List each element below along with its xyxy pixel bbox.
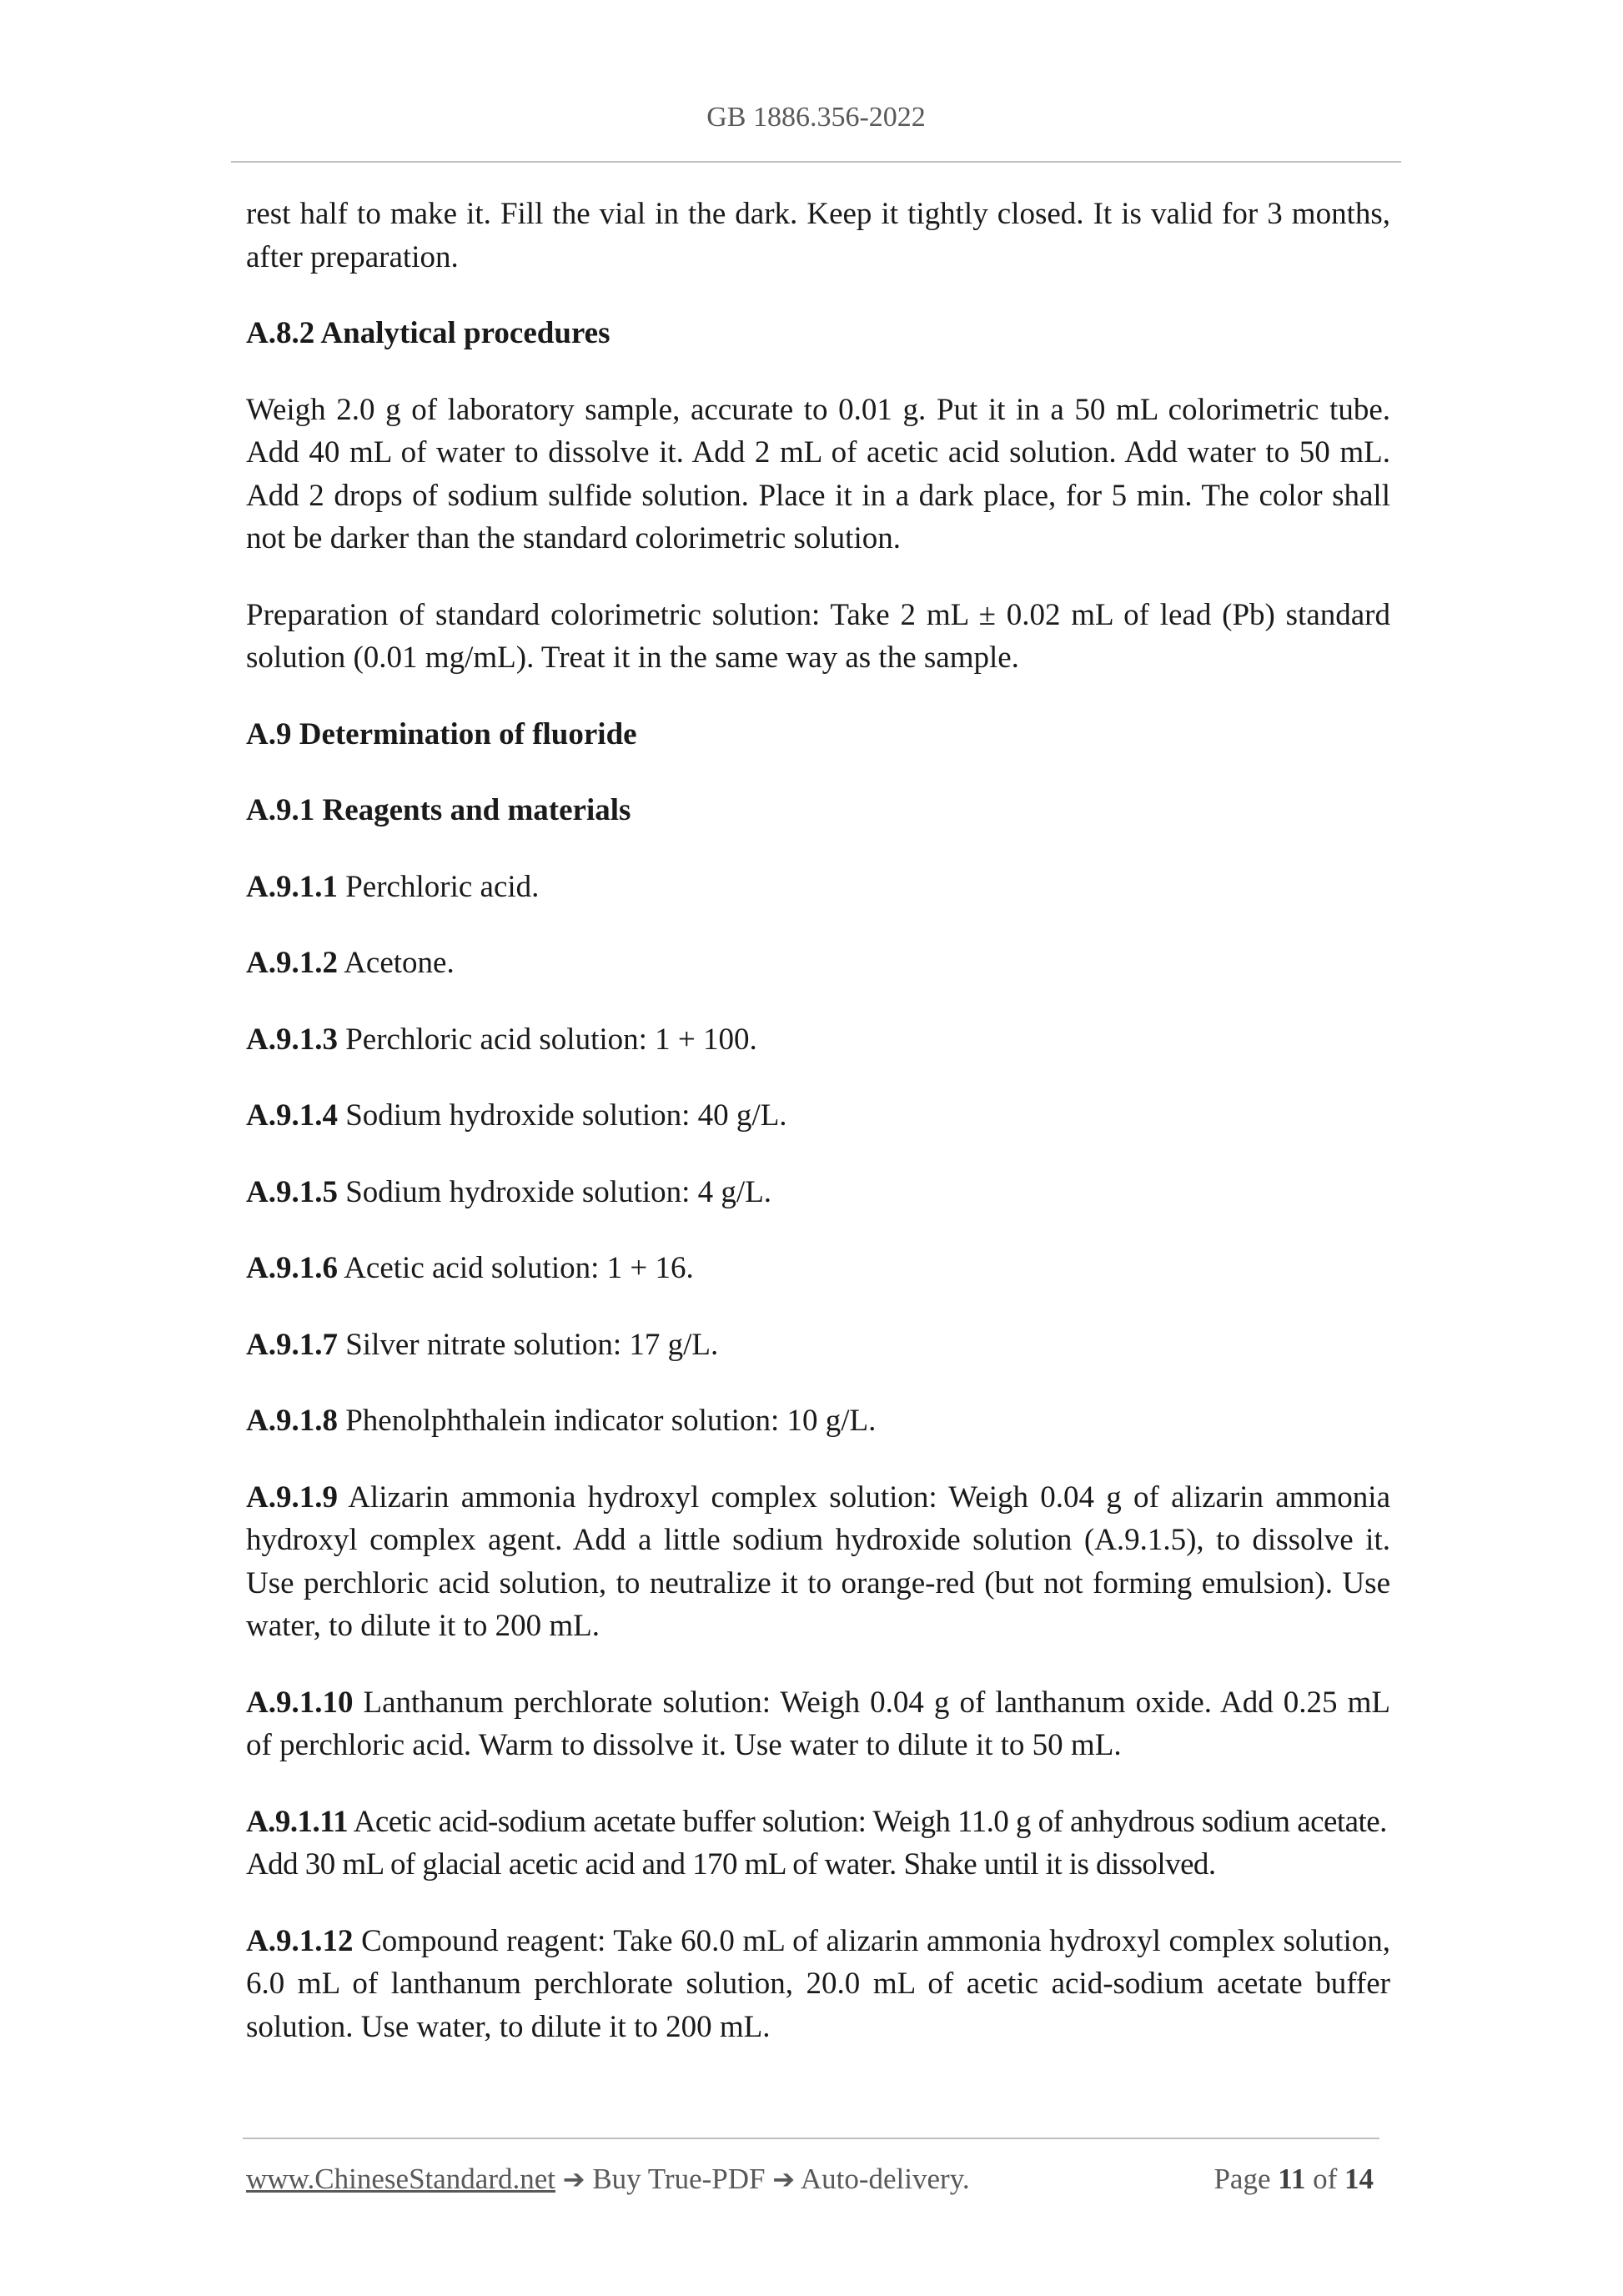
reagent-text: Silver nitrate solution: 17 g/L. — [337, 1327, 719, 1362]
reagent-text: Alizarin ammonia hydroxyl complex solution: Weigh 0.04 g of alizarin ammonia hydroxyl complex agent. Add a little sodium hydroxide solution (A.9.1.5), to dissolve it. Use perchloric acid solution, to neutralize it to orange-red (but not forming emulsion). Use water, to dilute it to 200 mL. — [246, 1480, 1390, 1643]
footer-links — [246, 2163, 970, 2196]
of-label: of — [1305, 2163, 1344, 2195]
paragraph-continuation: rest half to make it. Fill the vial in the dark. Keep it tightly closed. It is valid for 3 months, after preparation. — [246, 197, 1390, 274]
reagent-number: A.9.1.7 — [246, 1327, 338, 1362]
reagent-number: A.9.1.5 — [246, 1174, 338, 1209]
reagent-item — [246, 1324, 1390, 1367]
reagent-text: Sodium hydroxide solution: 4 g/L. — [337, 1174, 772, 1209]
reagent-number: A.9.1.4 — [246, 1098, 338, 1133]
section-heading-a91: A.9.1 Reagents and materials — [246, 793, 631, 827]
footer-divider — [243, 2138, 1379, 2139]
reagent-number: A.9.1.12 — [246, 1923, 354, 1958]
reagent-item — [246, 1920, 1390, 2049]
reagent-item — [246, 942, 1390, 985]
reagent-item — [246, 1801, 1390, 1887]
reagent-text: Perchloric acid. — [337, 869, 540, 904]
reagent-item — [246, 1094, 1390, 1138]
reagent-number: A.9.1.11 — [246, 1804, 349, 1839]
reagent-text: Acetone. — [337, 946, 455, 980]
reagent-number: A.9.1.8 — [246, 1404, 338, 1438]
reagent-number: A.9.1.3 — [246, 1022, 338, 1057]
reagent-number: A.9.1.10 — [246, 1685, 354, 1720]
page-header: GB 1886.356-2022 — [706, 102, 926, 133]
reagent-item — [246, 1476, 1390, 1648]
reagent-item — [246, 1399, 1390, 1443]
reagent-text: Perchloric acid solution: 1 + 100. — [337, 1022, 757, 1057]
page-total: 14 — [1344, 2163, 1374, 2195]
arrow-right-icon: ➔ — [562, 2163, 585, 2195]
reagent-item — [246, 1171, 1390, 1214]
buy-text: Buy True-PDF — [585, 2163, 773, 2195]
paragraph-standard-solution: Preparation of standard colorimetric solution: Take 2 mL ± 0.02 mL of lead (Pb) standard solution (0.01 mg/mL). Treat it in the same way as the sample. — [246, 597, 1390, 675]
section-heading-a82: A.8.2 Analytical procedures — [246, 316, 611, 350]
reagent-text: Sodium hydroxide solution: 40 g/L. — [337, 1098, 787, 1133]
reagent-number: A.9.1.2 — [246, 946, 338, 980]
reagent-number: A.9.1.6 — [246, 1251, 338, 1285]
reagent-item — [246, 866, 1390, 909]
reagent-item — [246, 1681, 1390, 1767]
site-link[interactable]: www.ChineseStandard.net — [246, 2163, 555, 2195]
reagent-text: Lanthanum perchlorate solution: Weigh 0.04 g of lanthanum oxide. Add 0.25 mL of perchloric acid. Warm to dissolve it. Use water to dilute it to 50 mL. — [246, 1685, 1390, 1762]
document-body — [246, 193, 1390, 2082]
reagent-number: A.9.1.1 — [246, 869, 338, 904]
page-current: 11 — [1278, 2163, 1306, 2195]
auto-delivery-text: Auto-delivery. — [795, 2163, 970, 2195]
reagent-text: Phenolphthalein indicator solution: 10 g/L. — [337, 1404, 877, 1438]
reagent-item — [246, 1018, 1390, 1062]
paragraph-analytical-procedures: Weigh 2.0 g of laboratory sample, accurate to 0.01 g. Put it in a 50 mL colorimetric tube. Add 40 mL of water to dissolve it. Add 2 mL of acetic acid solution. Add water to 50 mL. Add 2 drops of sodium sulfide solution. Place it in a dark place, for 5 min. The color shall not be darker than the standard colorimetric solution. — [246, 392, 1390, 555]
section-heading-a9: A.9 Determination of fluoride — [246, 716, 637, 751]
arrow-right-icon: ➔ — [772, 2163, 796, 2195]
page-label: Page — [1213, 2163, 1279, 2195]
header-divider — [231, 161, 1401, 163]
page-indicator — [1213, 2163, 1374, 2196]
reagent-number: A.9.1.9 — [246, 1480, 338, 1515]
reagent-text: Compound reagent: Take 60.0 mL of alizarin ammonia hydroxyl complex solution, 6.0 mL of lanthanum perchlorate solution, 20.0 mL of acetic acid-sodium acetate buffer solution. Use water, to dilute it to 200 mL. — [246, 1923, 1390, 2044]
reagent-item — [246, 1247, 1390, 1290]
reagent-text: Acetic acid-sodium acetate buffer solution: Weigh 11.0 g of anhydrous sodium acetate. Add 30 mL of glacial acetic acid and 170 mL of water. Shake until it is dissolved. — [246, 1804, 1387, 1882]
reagent-text: Acetic acid solution: 1 + 16. — [337, 1251, 694, 1285]
